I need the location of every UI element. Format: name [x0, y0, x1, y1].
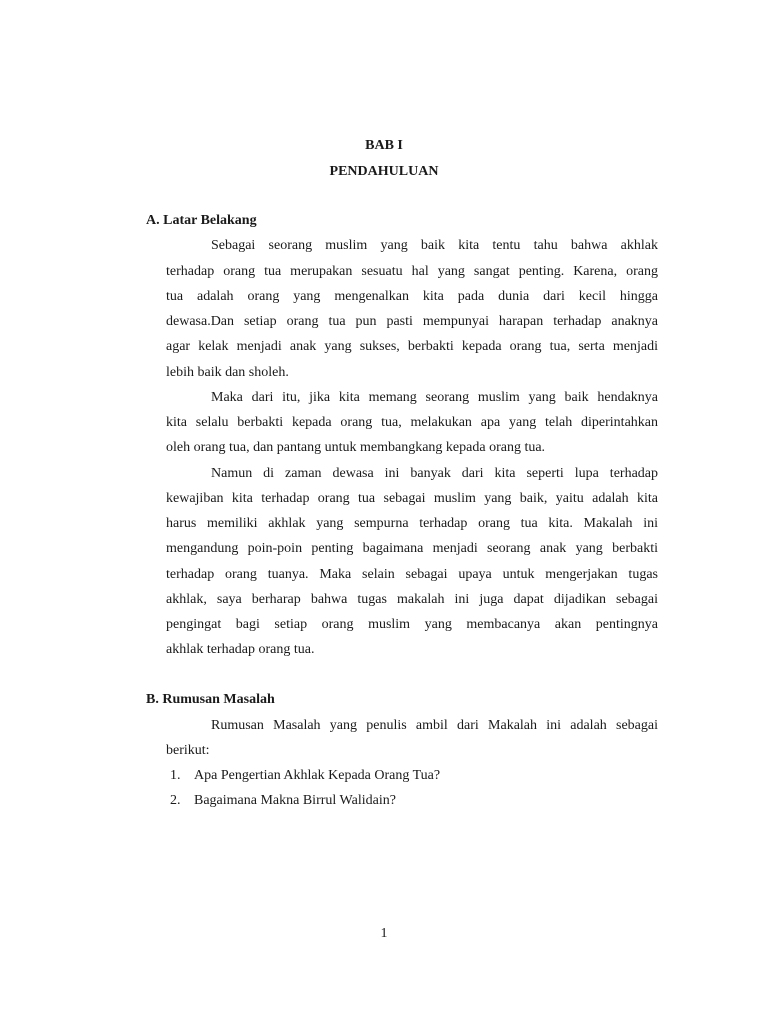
section-a-title: A. Latar Belakang — [146, 213, 257, 228]
section-a-p3-line-4: mengandung poin-poin penting bagaimana menjadi seorang anak yang berbakti — [166, 541, 658, 556]
section-b-p1-line-1: Rumusan Masalah yang penulis ambil dari Makalah ini adalah sebagai — [211, 718, 658, 733]
section-a-p2-line-1: Maka dari itu, jika kita memang seorang muslim yang baik hendaknya — [211, 390, 658, 405]
list-item — [170, 767, 440, 785]
section-a-p1-line-1: Sebagai seorang muslim yang baik kita tentu tahu bahwa akhlak — [211, 238, 658, 253]
section-a-p2-line-2: kita selalu berbakti kepada orang tua, melakukan apa yang telah diperintahkan — [166, 415, 658, 430]
section-a-p1-line-2: terhadap orang tua merupakan sesuatu hal yang sangat penting. Karena, orang — [166, 264, 658, 279]
section-a-p3-line-5: terhadap orang tuanya. Maka selain sebagai upaya untuk mengerjakan tugas — [166, 567, 658, 582]
section-a-p1-line-3: tua adalah orang yang mengenalkan kita pada dunia dari kecil hingga — [166, 289, 658, 304]
section-a-p3-line-1: Namun di zaman dewasa ini banyak dari kita seperti lupa terhadap — [211, 466, 658, 481]
list-item — [170, 792, 396, 810]
chapter-title: PENDAHULUAN — [329, 164, 439, 179]
list-item-number: 2. — [170, 793, 181, 808]
section-a-p2-line-3: oleh orang tua, dan pantang untuk membangkang kepada orang tua. — [166, 440, 546, 455]
page-number: 1 — [380, 926, 388, 941]
section-a-p3-line-6: akhlak, saya berharap bahwa tugas makalah ini juga dapat dijadikan sebagai — [166, 592, 658, 607]
section-a-p3-line-8: akhlak terhadap orang tua. — [166, 642, 315, 657]
list-item-text: Bagaimana Makna Birrul Walidain? — [194, 793, 396, 808]
list-item-number: 1. — [170, 768, 181, 783]
section-a-p3-line-3: harus memiliki akhlak yang sempurna terhadap orang tua kita. Makalah ini — [166, 516, 658, 531]
section-b-p1-line-2: berikut: — [166, 743, 210, 758]
section-a-p1-line-4: dewasa.Dan setiap orang tua pun pasti mempunyai harapan terhadap anaknya — [166, 314, 658, 329]
section-a-p1-line-5: agar kelak menjadi anak yang sukses, berbakti kepada orang tua, serta menjadi — [166, 339, 658, 354]
section-a-p3-line-2: kewajiban kita terhadap orang tua sebagai muslim yang baik, yaitu adalah kita — [166, 491, 658, 506]
section-b-title: B. Rumusan Masalah — [146, 692, 275, 707]
chapter-label: BAB I — [365, 138, 403, 153]
section-a-p3-line-7: pengingat bagi setiap orang muslim yang membacanya akan pentingnya — [166, 617, 658, 632]
list-item-text: Apa Pengertian Akhlak Kepada Orang Tua? — [194, 768, 441, 783]
section-a-p1-line-6: lebih baik dan sholeh. — [166, 365, 289, 380]
